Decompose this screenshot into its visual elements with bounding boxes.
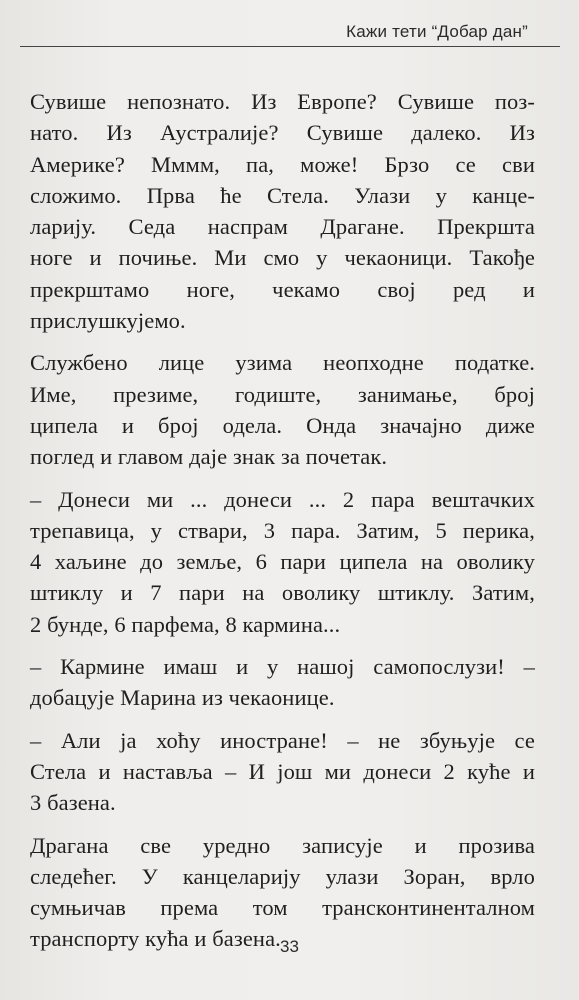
- paragraph: [30, 651, 535, 714]
- text-line: Сувише непознато. Из Европе? Сувише поз-: [30, 89, 535, 114]
- text-line: трепавица, у ствари, 3 пара. Затим, 5 перика,: [30, 517, 535, 543]
- paragraph: [30, 484, 535, 640]
- text-line: прекрштамо ноге, чекамо свој ред и: [30, 276, 535, 302]
- body-text: [30, 86, 535, 966]
- text-line: ноге и почиње. Ми смо у чекаоници. Такође: [30, 245, 535, 271]
- text-line: следећег. У канцеларију улази Зоран, врло: [30, 863, 535, 889]
- text-line: поглед и главом даје знак за почетак.: [30, 444, 388, 470]
- text-line: – Али ја хоћу иностране! – не збуњује се: [30, 727, 535, 753]
- text-line: транспорту кућа и базена.: [30, 926, 281, 952]
- text-line: ларију. Седа наспрам Драгане. Прекршта: [30, 214, 535, 240]
- text-line: 2 бунде, 6 парфема, 8 кармина...: [30, 611, 341, 637]
- paragraph: [30, 347, 535, 472]
- text-line: Драгана све уредно записује и прозива: [30, 832, 535, 858]
- text-line: Име, презиме, годиште, занимање, број: [30, 381, 535, 407]
- text-line: сумњичав према том трансконтиненталном: [30, 895, 535, 921]
- text-line: Америке? Мммм, па, може! Брзо се сви: [30, 151, 535, 177]
- paragraph: [30, 830, 535, 955]
- running-title: Кажи тети “Добар дан”: [346, 22, 528, 41]
- text-line: Стела и наставља – И још ми донеси 2 куће и: [30, 758, 535, 784]
- paragraph: [30, 725, 535, 819]
- text-line: прислушкујемо.: [30, 308, 186, 334]
- running-header: [20, 22, 560, 47]
- text-line: добацује Марина из чекаонице.: [30, 685, 335, 711]
- page-number: 33: [280, 937, 299, 956]
- text-line: штиклу и 7 пари на оволику штиклу. Затим,: [30, 580, 535, 606]
- paragraph: [30, 86, 535, 336]
- text-line: Службено лице узима неопходне податке.: [30, 350, 535, 376]
- text-line: – Донеси ми ... донеси ... 2 пара вештачких: [30, 486, 535, 512]
- text-line: – Кармине имаш и у нашој самопослузи! –: [30, 654, 535, 680]
- text-line: ципела и број одела. Онда значајно диже: [30, 412, 535, 438]
- text-line: 3 базена.: [30, 790, 116, 816]
- text-line: 4 хаљине до земље, 6 пари ципела на оволику: [30, 549, 535, 575]
- text-line: сложимо. Прва ће Стела. Улази у канце-: [30, 182, 535, 208]
- text-line: нато. Из Аустралије? Сувише далеко. Из: [30, 120, 535, 146]
